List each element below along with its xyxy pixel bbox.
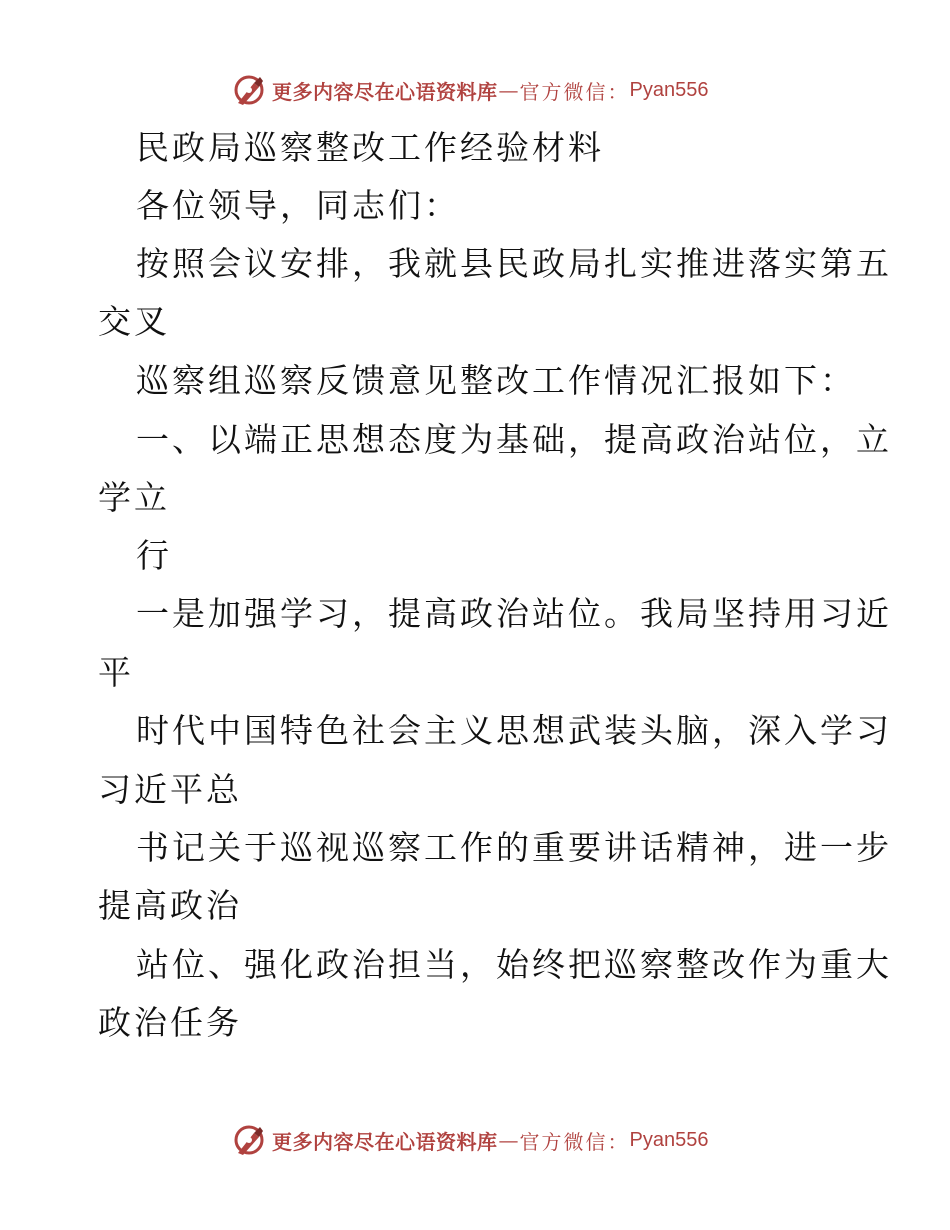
document-title: 民政局巡察整改工作经验材料 [136,128,604,167]
text-line: 时代中国特色社会主义思想武装头脑，深入学习 [136,711,892,750]
banner-main-text: 更多内容尽在心语资料库 [272,79,498,104]
banner-wechat-id: Pyan556 [629,78,709,101]
text-line: 行 [136,536,172,575]
text-line: 平 [98,653,134,692]
text-line: 习近平总 [98,770,242,809]
text-line: 各位领导，同志们： [136,186,460,225]
text-line: 一、以端正思想态度为基础，提高政治站位，立 [136,420,892,459]
text-line: 交叉 [98,302,170,341]
pen-logo-icon [232,73,266,107]
text-line: 一是加强学习，提高政治站位。我局坚持用习近 [136,594,892,633]
header-banner [232,70,708,110]
text-line: 提高政治 [98,886,242,925]
banner-main-text: 更多内容尽在心语资料库 [272,1129,498,1154]
text-line: 按照会议安排，我就县民政局扎实推进落实第五 [136,244,892,283]
footer-banner [232,1120,708,1160]
text-line: 政治任务 [98,1003,242,1042]
banner-sub-text: 官方微信： [519,79,630,104]
text-line: 书记关于巡视巡察工作的重要讲话精神，进一步 [136,828,892,867]
text-line: 站位、强化政治担当，始终把巡察整改作为重大 [136,945,892,984]
banner-sub-text: 官方微信： [519,1129,630,1154]
banner-dash: — [498,78,519,102]
banner-dash: — [498,1128,519,1152]
text-line: 学立 [98,478,170,517]
text-line: 巡察组巡察反馈意见整改工作情况汇报如下： [136,361,856,400]
banner-wechat-id: Pyan556 [629,1128,709,1151]
pen-logo-icon [232,1123,266,1157]
